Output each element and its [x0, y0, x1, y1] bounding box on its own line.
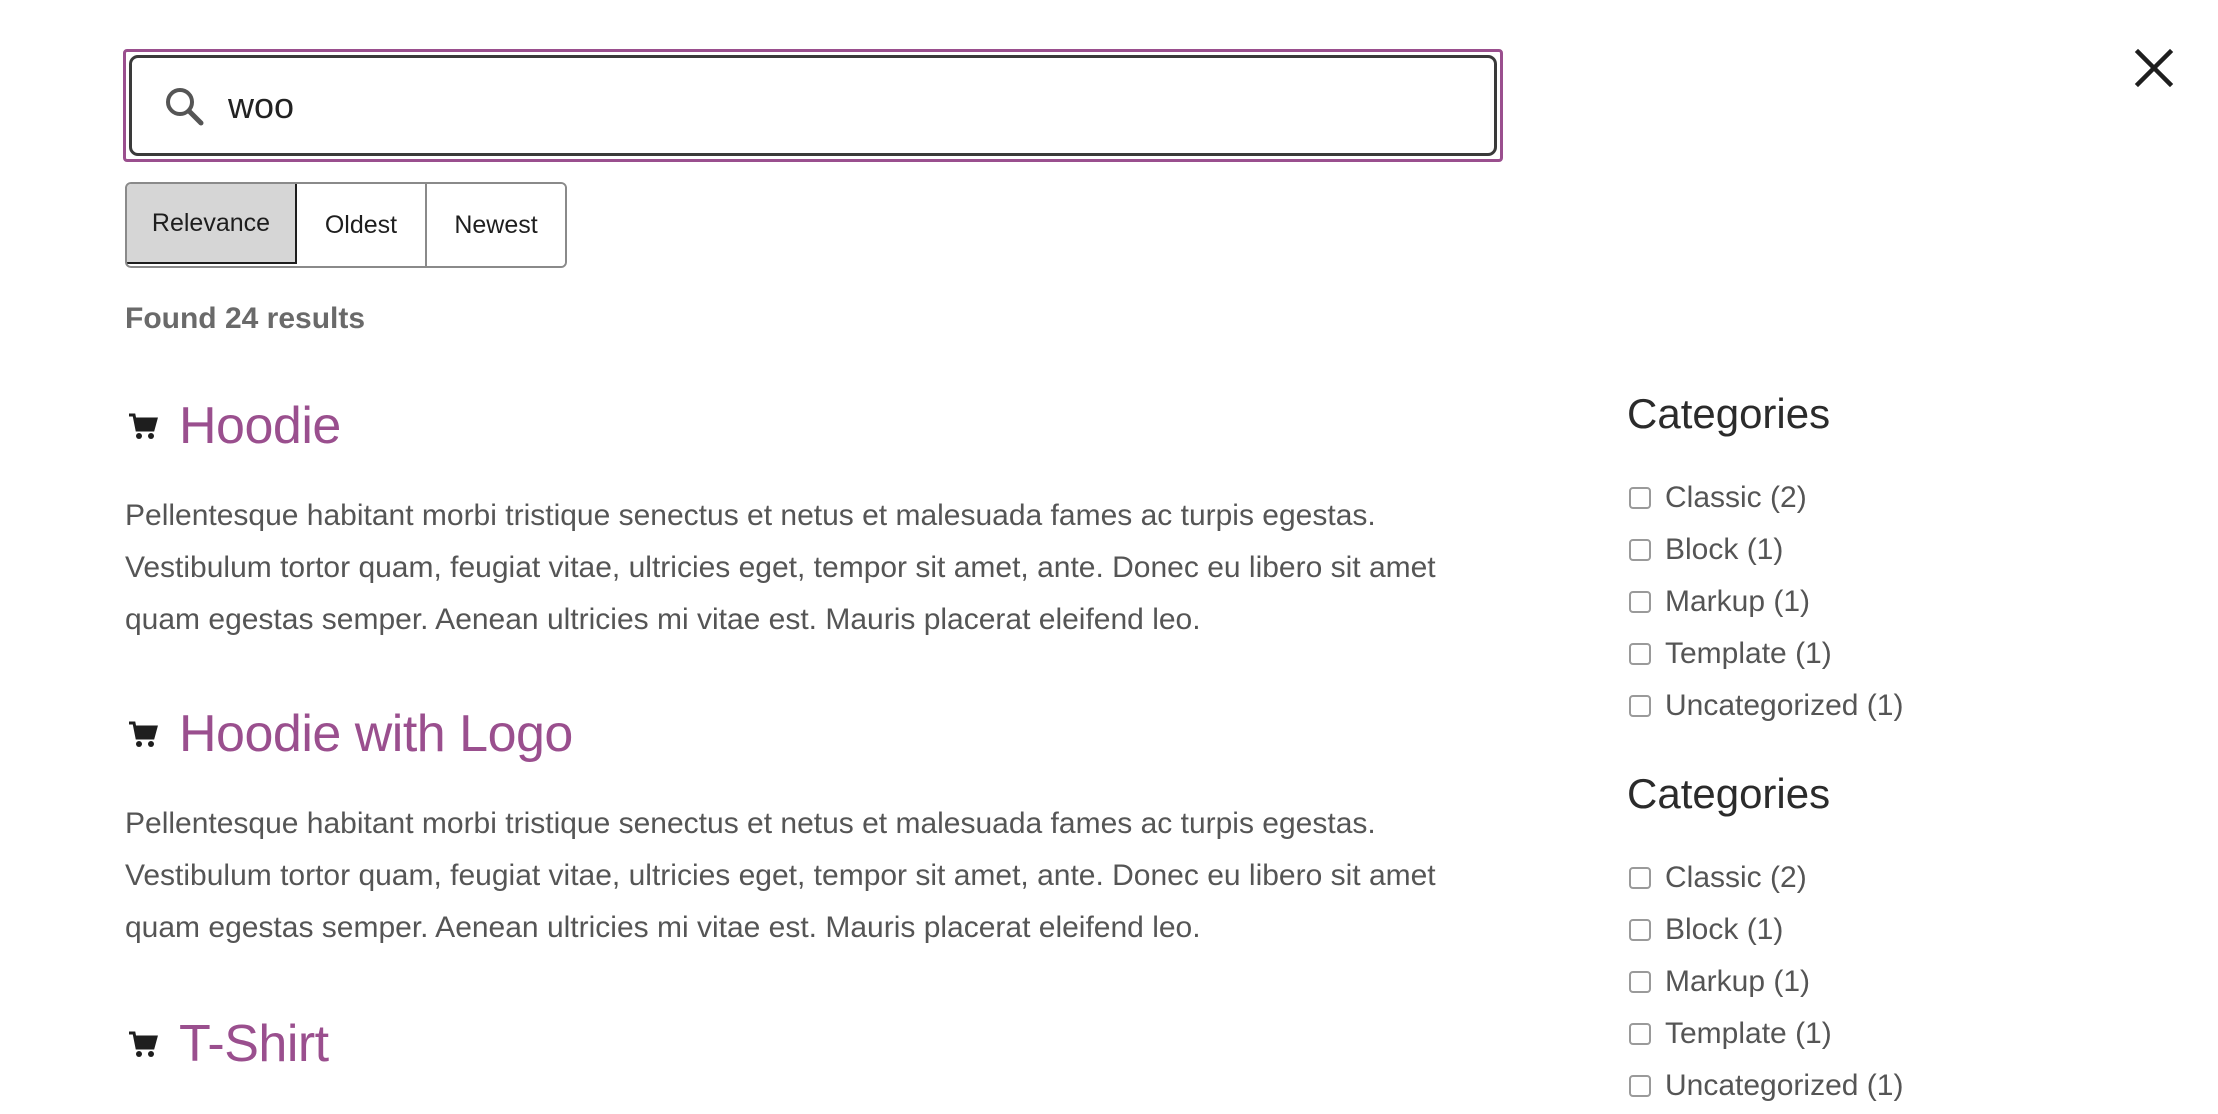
cart-icon: [127, 718, 159, 750]
result-title-link[interactable]: Hoodie with Logo: [179, 705, 573, 763]
facet-label: Block (1): [1665, 533, 1784, 566]
search-field[interactable]: [129, 55, 1497, 156]
facet-checkbox[interactable]: [1629, 643, 1651, 665]
facet-heading: Categories: [1627, 770, 1831, 817]
search-icon: [162, 84, 206, 128]
facet-option-block[interactable]: [1627, 524, 2147, 576]
sort-oldest-button[interactable]: Oldest: [297, 184, 427, 266]
result-item: [125, 388, 1505, 646]
results-count: Found 24 results: [125, 302, 366, 335]
facet-label: Classic (2): [1665, 861, 1807, 894]
facet-label: Markup (1): [1665, 965, 1811, 998]
result-item: [125, 696, 1505, 954]
facet-checkbox[interactable]: [1629, 591, 1651, 613]
cart-icon: [127, 410, 159, 442]
facet-option-classic[interactable]: [1627, 472, 2147, 524]
facet-option-uncategorized[interactable]: [1627, 1060, 2147, 1112]
facet-checkbox[interactable]: [1629, 1075, 1651, 1097]
close-icon: [2130, 44, 2178, 92]
result-item: [125, 1006, 329, 1082]
facet-option-template[interactable]: [1627, 1008, 2147, 1060]
cart-icon: [127, 1028, 159, 1060]
close-button[interactable]: [2130, 44, 2178, 92]
facet-checkbox[interactable]: [1629, 971, 1651, 993]
facet-checkbox[interactable]: [1629, 1023, 1651, 1045]
facet-categories: [1627, 384, 2147, 732]
facet-checkbox[interactable]: [1629, 867, 1651, 889]
facet-label: Block (1): [1665, 913, 1784, 946]
sort-toggle-group: [125, 182, 567, 268]
facet-label: Uncategorized (1): [1665, 1069, 1904, 1102]
facet-option-uncategorized[interactable]: [1627, 680, 2147, 732]
facet-option-template[interactable]: [1627, 628, 2147, 680]
facet-label: Template (1): [1665, 637, 1832, 670]
facet-option-markup[interactable]: [1627, 956, 2147, 1008]
facet-categories: [1627, 764, 2147, 1112]
facet-heading: Categories: [1627, 390, 1831, 437]
sort-newest-button[interactable]: Newest: [427, 184, 565, 266]
search-input[interactable]: [228, 76, 1228, 136]
search-field-focus-ring: [123, 49, 1503, 162]
facet-checkbox[interactable]: [1629, 919, 1651, 941]
facet-checkbox[interactable]: [1629, 695, 1651, 717]
facet-label: Uncategorized (1): [1665, 689, 1904, 722]
result-excerpt: Pellentesque habitant morbi tristique senectus et netus et malesuada fames ac turpis egestas. Vestibulum tortor quam, feugiat vitae, ultricies eget, tempor sit amet, ante. Donec eu libero sit amet quam egestas semper. Aenean ultricies mi vitae est. Mauris placerat eleifend leo.: [125, 807, 1436, 944]
facet-option-classic[interactable]: [1627, 852, 2147, 904]
sort-relevance-button[interactable]: Relevance: [125, 182, 297, 264]
facet-option-markup[interactable]: [1627, 576, 2147, 628]
facet-label: Classic (2): [1665, 481, 1807, 514]
facet-option-block[interactable]: [1627, 904, 2147, 956]
facet-label: Template (1): [1665, 1017, 1832, 1050]
facet-label: Markup (1): [1665, 585, 1811, 618]
result-title-link[interactable]: T-Shirt: [179, 1015, 329, 1073]
result-excerpt: Pellentesque habitant morbi tristique senectus et netus et malesuada fames ac turpis egestas. Vestibulum tortor quam, feugiat vitae, ultricies eget, tempor sit amet, ante. Donec eu libero sit amet quam egestas semper. Aenean ultricies mi vitae est. Mauris placerat eleifend leo.: [125, 499, 1436, 636]
facet-checkbox[interactable]: [1629, 487, 1651, 509]
facet-checkbox[interactable]: [1629, 539, 1651, 561]
result-title-link[interactable]: Hoodie: [179, 397, 341, 455]
